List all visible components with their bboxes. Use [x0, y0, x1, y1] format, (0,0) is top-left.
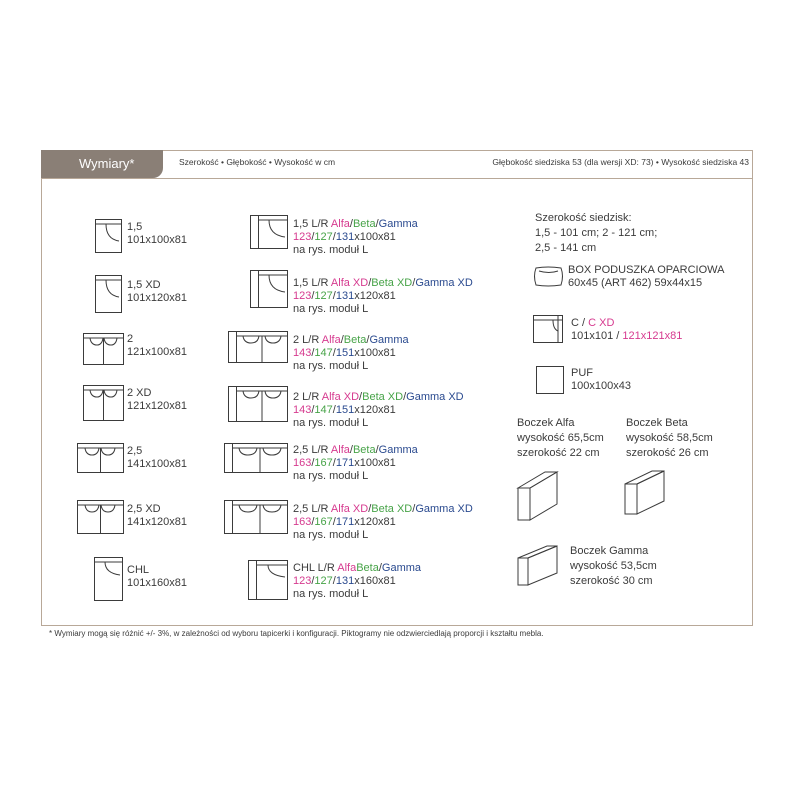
module-2-lr-icon: [228, 331, 290, 365]
module-chl-icon: [94, 557, 124, 603]
module-chl-label: CHL 101x160x81: [127, 564, 187, 589]
module-1-5-lr-xd-icon: [250, 270, 290, 310]
module-2-5-lr-label: 2,5 L/R Alfa/Beta/Gamma 163/167/171x100x81 na rys. moduł L: [293, 444, 418, 482]
box-cushion-label: BOX PODUSZKA OPARCIOWA 60x45 (ART 462) 59x44x15: [568, 264, 725, 289]
module-2-5-label: 2,5 141x100x81: [127, 445, 187, 470]
armrest-alfa-label: Boczek Alfa wysokość 65,5cm szerokość 22 cm: [517, 417, 604, 459]
module-1-5-xd-icon: [95, 275, 123, 315]
footnote: * Wymiary mogą się różnić +/- 3%, w zależności od wyboru tapicerki i konfiguracji. Piktogramy nie odzwierciedlają proporcji i kształtu mebla.: [49, 629, 544, 638]
module-2-5-lr-xd-label: 2,5 L/R Alfa XD/Beta XD/Gamma XD 163/167/171x120x81 na rys. moduł L: [293, 503, 473, 541]
header-divider: [41, 178, 753, 179]
panel-header: [41, 150, 753, 178]
module-1-5-lr-xd-label: 1,5 L/R Alfa XD/Beta XD/Gamma XD 123/127/131x120x81 na rys. moduł L: [293, 277, 473, 315]
seat-width-info: Szerokość siedzisk: 1,5 - 101 cm; 2 - 121 cm; 2,5 - 141 cm: [535, 212, 658, 254]
armrest-beta-icon: [624, 470, 666, 516]
module-2-lr-xd-icon: [228, 386, 290, 424]
seat-depth-note: Głębokość siedziska 53 (dla wersji XD: 73) • Wysokość siedziska 43: [492, 157, 749, 167]
module-chl-lr-icon: [248, 560, 290, 602]
module-2-5-lr-icon: [224, 443, 290, 475]
module-2-xd-label: 2 XD 121x120x81: [127, 387, 187, 412]
cushion-icon: [533, 266, 565, 288]
puf-label: PUF 100x100x43: [571, 367, 631, 392]
module-2-xd-icon: [83, 385, 125, 423]
module-2-5-icon: [77, 443, 125, 475]
module-2-lr-xd-label: 2 L/R Alfa XD/Beta XD/Gamma XD 143/147/151x120x81 na rys. moduł L: [293, 391, 464, 429]
puf-icon: [536, 366, 566, 396]
armrest-alfa-icon: [517, 470, 559, 522]
module-1-5-xd-label: 1,5 XD 101x120x81: [127, 279, 187, 304]
module-2-label: 2 121x100x81: [127, 333, 187, 358]
module-1-5-icon: [95, 219, 123, 255]
dimensions-legend: Szerokość • Głębokość • Wysokość w cm: [179, 157, 336, 167]
module-2-lr-label: 2 L/R Alfa/Beta/Gamma 143/147/151x100x81 na rys. moduł L: [293, 334, 409, 372]
armrest-beta-label: Boczek Beta wysokość 58,5cm szerokość 26 cm: [626, 417, 713, 459]
corner-module-icon: [533, 315, 565, 345]
armrest-gamma-label: Boczek Gamma wysokość 53,5cm szerokość 30 cm: [570, 545, 657, 587]
module-2-5-xd-icon: [77, 500, 125, 536]
corner-module-label: C / C XD 101x101 / 121x121x81: [571, 317, 683, 342]
section-tab: Wymiary*: [41, 150, 163, 178]
module-2-icon: [83, 333, 125, 367]
module-chl-lr-label: CHL L/R AlfaBeta/Gamma 123/127/131x160x81 na rys. moduł L: [293, 562, 422, 600]
armrest-gamma-icon: [517, 545, 559, 587]
module-1-5-lr-icon: [250, 215, 290, 251]
module-2-5-lr-xd-icon: [224, 500, 290, 536]
module-1-5-lr-label: 1,5 L/R Alfa/Beta/Gamma 123/127/131x100x81 na rys. moduł L: [293, 218, 418, 256]
module-2-5-xd-label: 2,5 XD 141x120x81: [127, 503, 187, 528]
module-1-5-label: 1,5 101x100x81: [127, 221, 187, 246]
